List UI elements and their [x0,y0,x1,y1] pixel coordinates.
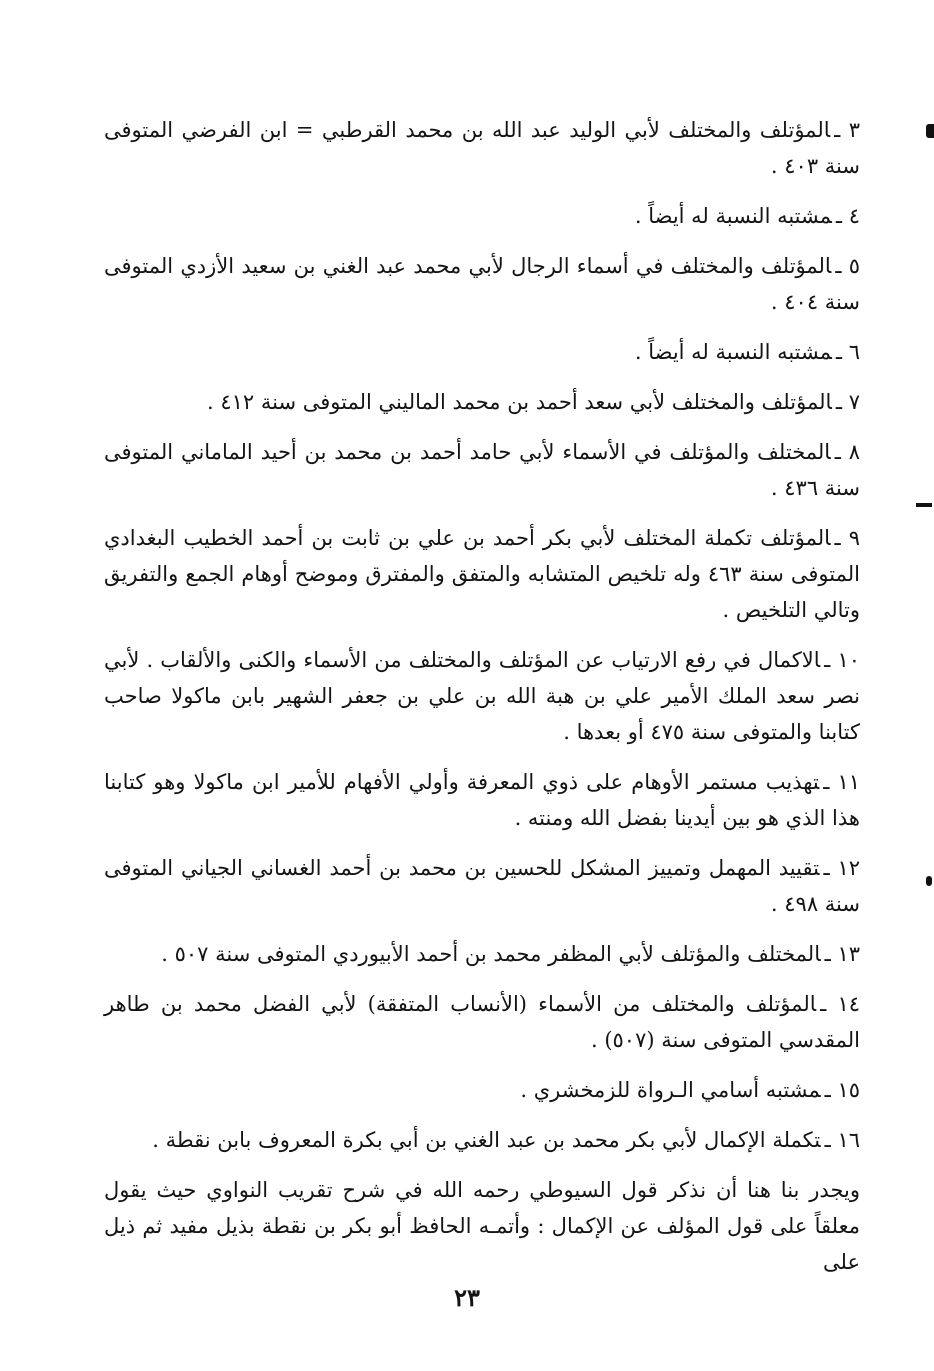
scan-mark [926,876,932,886]
item-text: المؤتلف والمختلف لأبي سعد أحمد بن محمد الماليني المتوفى سنة ٤١٢ . [207,390,832,414]
item-number: ١٦ ـ [824,1128,860,1152]
page-number: ٢٣ [454,1283,480,1312]
item-number: ٩ ـ [834,526,860,550]
item-text: مشتبه أسامي الـرواة للزمخشري . [520,1078,821,1102]
item-text: تقييد المهمل وتمييز المشكل للحسين بن محمد بن أحمد الغساني الجياني المتوفى سنة ٤٩٨ . [104,856,860,916]
item-text: مشتبه النسبة له أيضاً . [634,204,832,228]
item-number: ١٣ ـ [824,942,860,966]
item-text: المؤتلف والمختلف في أسماء الرجال لأبي محمد عبد الغني بن سعيد الأزدي المتوفى سنة ٤٠٤ . [104,254,860,314]
item-text: مشتبه النسبة له أيضاً . [634,340,832,364]
item-text: المختلف والمؤتلف في الأسماء لأبي حامد أحمد بن محمد بن أحيد الماماني المتوفى سنة ٤٣٦ . [104,440,860,500]
item-number: ٤ ـ [835,204,860,228]
item-number: ١٢ ـ [823,856,860,880]
list-item [104,986,860,1058]
list-item [104,334,860,370]
list-item [104,936,860,972]
item-text: تهذيب مستمر الأوهام على ذوي المعرفة وأولي الأفهام للأمير ابن ماكولا وهو كتابنا هذا الذي هو بين أيدينا بفضل الله ومنته . [104,770,860,830]
list-item [104,1122,860,1158]
list-item [104,1072,860,1108]
item-text: الاكمال في رفع الارتياب عن المؤتلف والمختلف من الأسماء والكنى والألقاب . لأبي نصر سعد الملك الأمير علي بن هبة الله بن علي بن جعفر الشهير بابن ماكولا صاحب كتابنا والمتوفى سنة ٤٧٥ أو بعدها . [104,648,860,744]
item-text: المؤتلف والمختلف من الأسماء (الأنساب المتفقة) لأبي الفضل محمد بن طاهر المقدسي المتوفى سنة (٥٠٧) . [104,992,860,1052]
scan-mark [926,124,934,138]
page-body [104,112,860,1294]
list-item [104,112,860,184]
list-item [104,520,860,628]
item-text: المؤتلف تكملة المختلف لأبي بكر أحمد بن علي بن ثابت بن أحمد الخطيب البغدادي المتوفى سنة ٤٦٣ وله تلخيص المتشابه والمتفق والمفترق وموضح أوهام الجمع والتفريق وتالي التلخيص . [104,526,860,622]
list-item [104,434,860,506]
item-number: ٧ ـ [835,390,860,414]
item-number: ١١ ـ [823,770,860,794]
list-item [104,384,860,420]
item-text: المؤتلف والمختلف لأبي الوليد عبد الله بن محمد القرطبي = ابن الفرضي المتوفى سنة ٤٠٣ . [104,118,860,178]
list-item [104,248,860,320]
item-number: ١٠ ـ [824,648,861,672]
list-item [104,764,860,836]
item-number: ١٤ ـ [820,992,861,1016]
scan-mark [916,503,932,507]
item-text: المختلف والمؤتلف لأبي المظفر محمد بن أحمد الأبيوردي المتوفى سنة ٥٠٧ . [161,942,821,966]
item-text: تكملة الإكمال لأبي بكر محمد بن عبد الغني بن أبي بكرة المعروف بابن نقطة . [152,1128,821,1152]
item-number: ١٥ ـ [824,1078,860,1102]
closing-paragraph: ويجدر بنا هنا أن نذكر قول السيوطي رحمه الله في شرح تقريب النواوي حيث يقول معلقاً على قول المؤلف عن الإكمال : وأتمـه الحافظ أبو بكر بن نقطة بذيل مفيد ثم ذيل على [104,1178,860,1274]
item-number: ٨ ـ [834,440,861,464]
list-item [104,850,860,922]
item-number: ٦ ـ [835,340,860,364]
item-number: ٣ ـ [834,118,860,142]
list-item [104,642,860,750]
list-item [104,198,860,234]
item-number: ٥ ـ [835,254,861,278]
